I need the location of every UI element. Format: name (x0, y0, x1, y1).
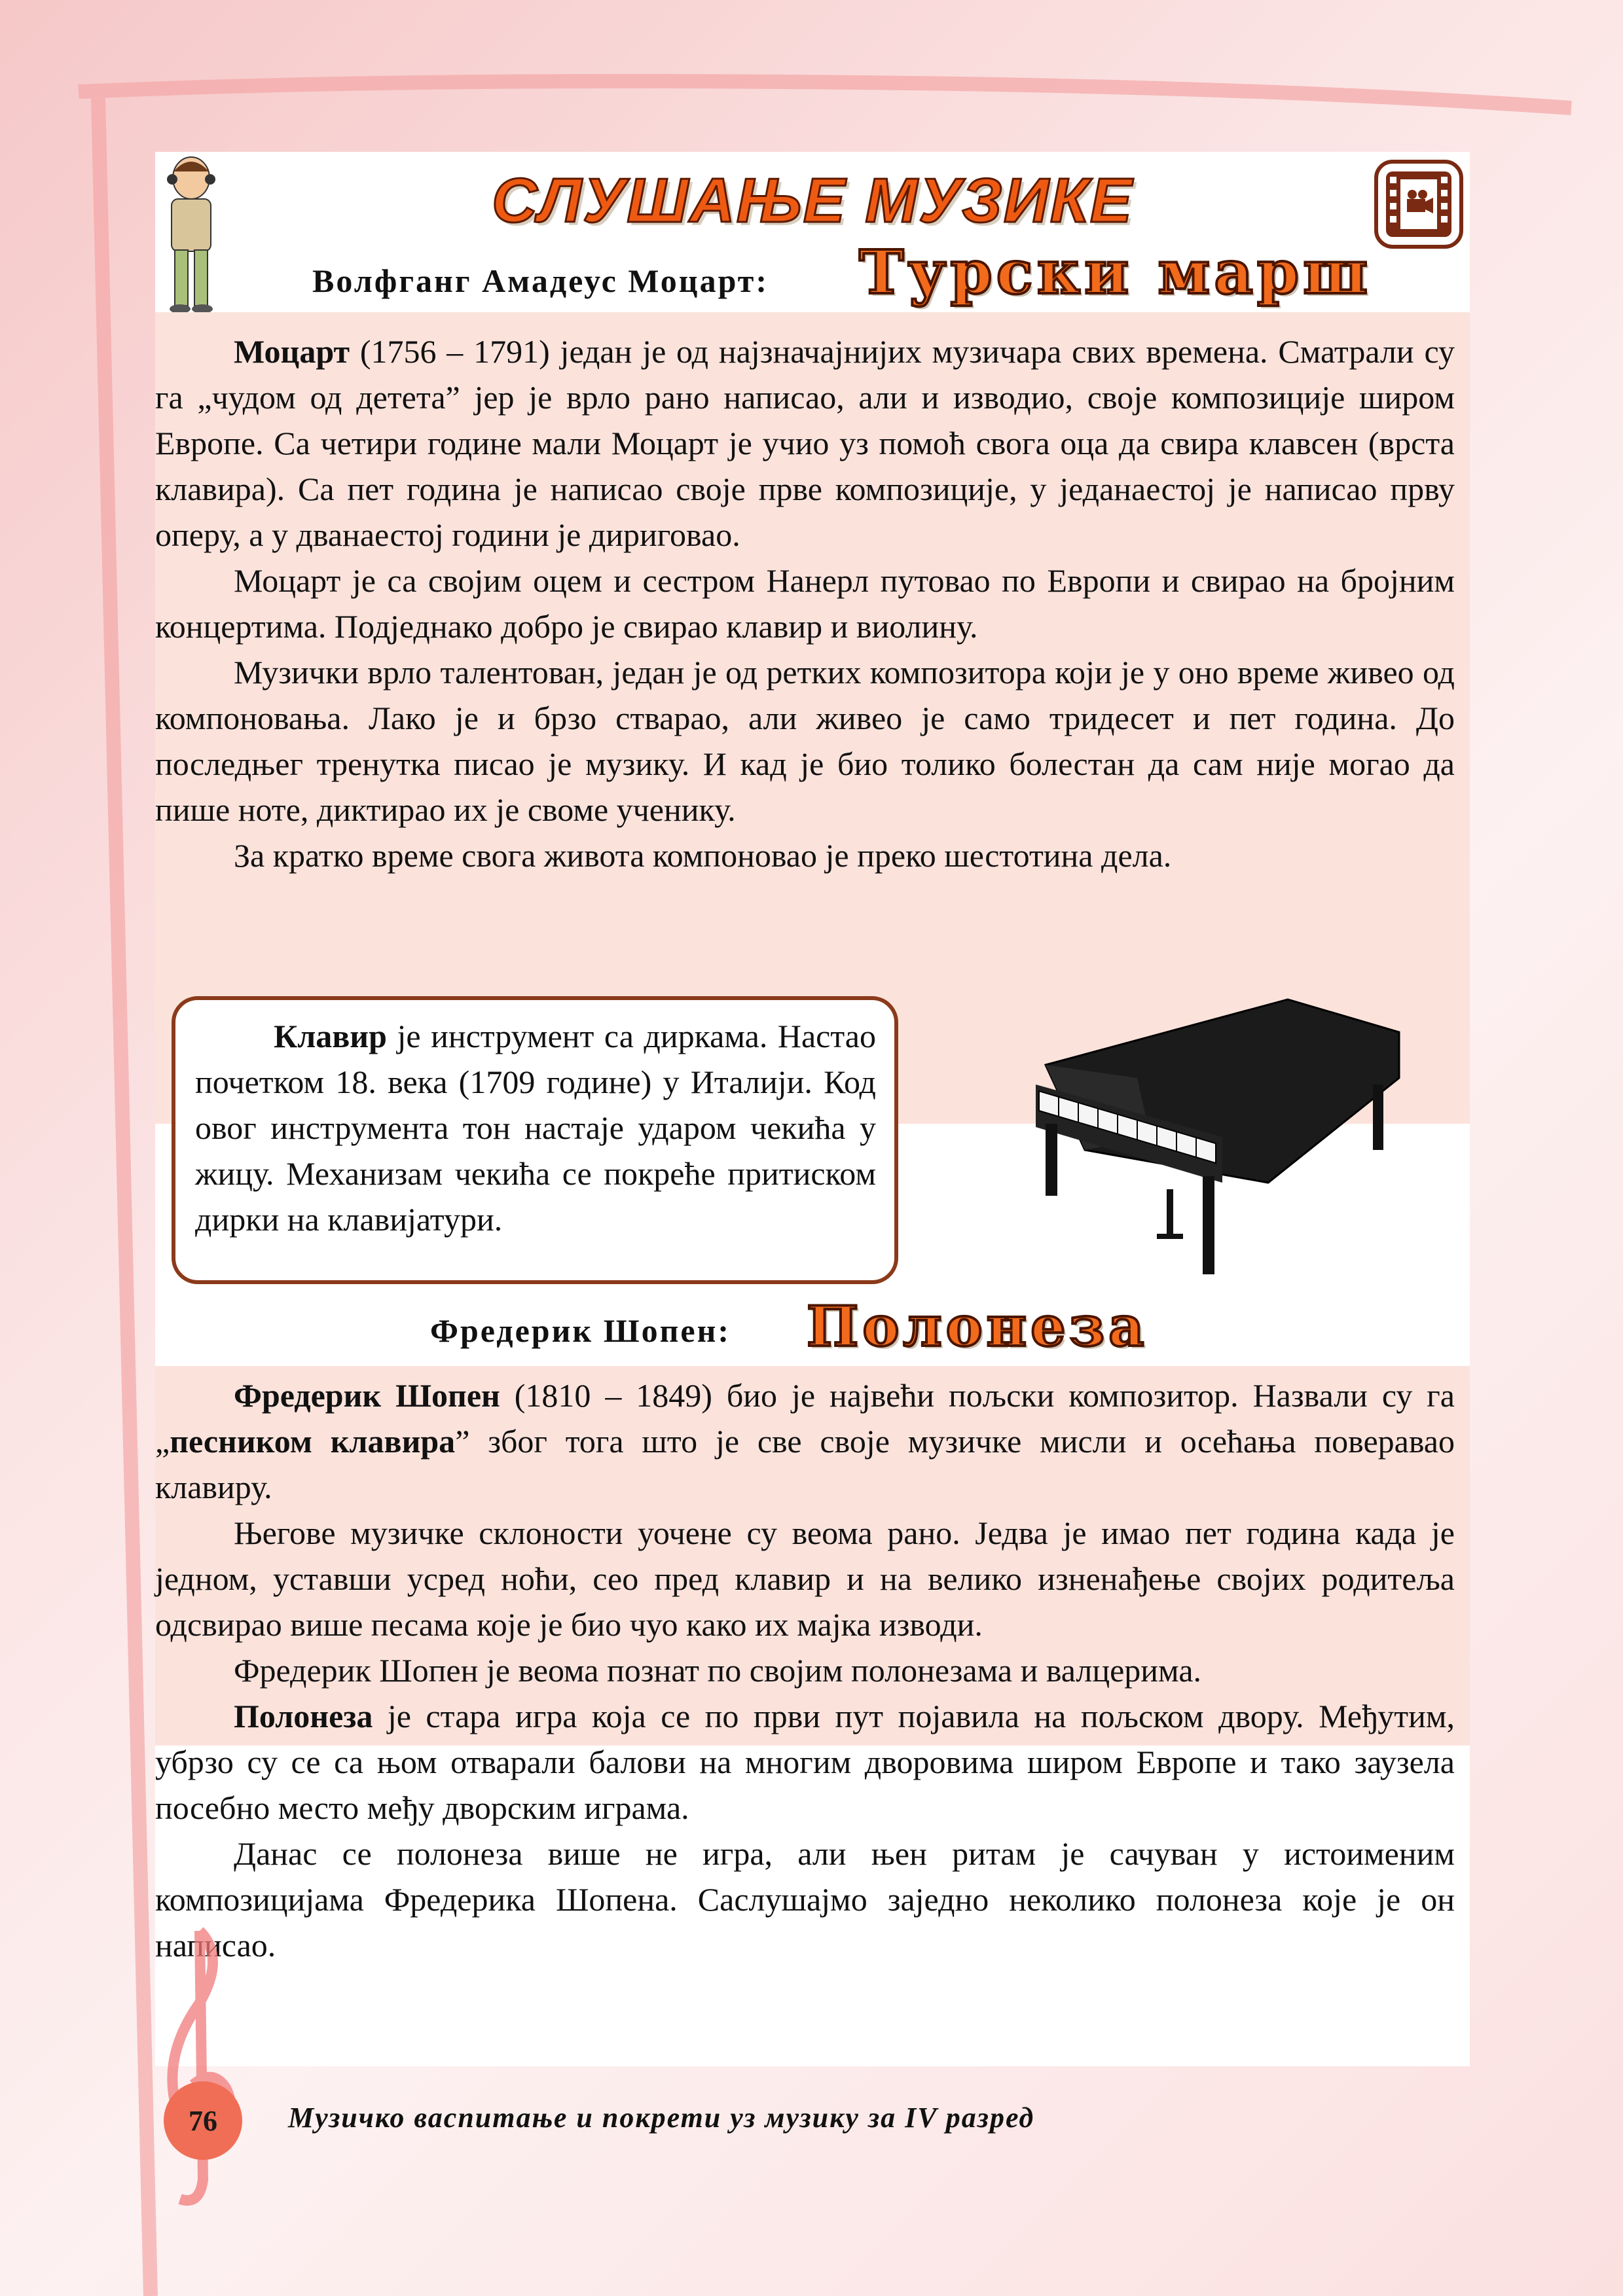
piano-info-text: је инструмент са диркама. Настао почетком 18. века (1709 године) у Италији. Код овог инструмента тон настаје ударом чекића у жицу. Механизам чекића се покреће притиском дирки на клавијатури. (195, 1018, 876, 1238)
piano-info-box (172, 996, 898, 1284)
polonaise-term-bold: Полонеза (234, 1698, 373, 1734)
polonaise-paragraph-1-text: је стара игра која се по први пут појавила на пољском двору. Међутим, убрзо су се са њом отварали балови на многим дворовима широм Европе и тако заузела посебно место међу дворским играма. (155, 1698, 1455, 1826)
chopin-paragraph-1-text-a: (1810 – 1849) био је највећи пољски композитор. Назвали су га „ (155, 1377, 1455, 1460)
work-title-turkish-march: Турски марш (859, 237, 1372, 308)
polonaise-paragraph-2: Данас се полонеза више не игра, али њен ритам је сачуван у истоименим композицијама Фредерика Шопена. Саслушајмо заједно неколико полонеза које је он написао. (155, 1835, 1455, 1964)
chopin-paragraph-2: Његове музичке склоности уочене су веома рано. Једва је имао пет година када је једном, уставши усред ноћи, сео пред клавир и на велико изненађење својих родитеља одсвирао више песама које је био чуо како их мајка изводи. (155, 1515, 1455, 1643)
chopin-paragraph-1 (155, 1372, 1455, 1510)
mozart-paragraph-2: Моцарт је са својим оцем и сестром Нанерл путовао по Европи и свирао на бројним концертима. Подједнако добро је свирао клавир и виолину. (155, 562, 1455, 645)
mozart-paragraph-4: За кратко време свога живота компоновао је преко шестотина дела. (234, 837, 1172, 874)
film-reel-icon (1373, 158, 1465, 250)
page-number: 76 (164, 2081, 242, 2160)
composer-mozart-label: Волфганг Амадеус Моцарт: (312, 262, 769, 299)
mozart-paragraph-3: Музички врло талентован, један је од ретких композитора који је у оно време живео од компоновања. Лако је и брзо стварао, али живео је само тридесет и пет година. До последњег тренутка писао је музику. И кад је био толико болестан да сам није могао да пише ноте, диктирао их је своме ученику. (155, 654, 1455, 828)
piano-term-bold: Клавир (274, 1018, 387, 1054)
work-title-polonaise: Полонеза (807, 1294, 1148, 1359)
composer-chopin-label: Фредерик Шопен: (430, 1312, 731, 1349)
mozart-name-bold: Моцарт (234, 333, 350, 370)
chopin-paragraph-1-text-b: ” због тога што је све своје музичке мисли и осећања поверавао клавиру. (155, 1423, 1455, 1505)
treble-clef-icon (147, 1918, 252, 2225)
poet-of-piano-bold: песником клавира (170, 1423, 456, 1460)
mozart-paragraph-1-text: (1756 – 1791) један је од најзначајнијих музичара свих времена. Сматрали су га „чудом од детета” јер је врло рано написао, али и изводио, своје композиције широм Европе. Са четири године мали Моцарт је учио уз помоћ свога оца да свира клавсен (врста клавира). Са пет година је написао своје прве композиције, у једанаестој је написао прву оперу, а у дванаестој години је дириговао. (155, 333, 1455, 553)
mozart-text (155, 329, 1455, 878)
mozart-paragraph-1 (155, 329, 1455, 558)
chopin-text (155, 1372, 1455, 1968)
page-title: СЛУШАЊЕ МУЗИКЕ (492, 166, 1133, 236)
book-title-footer: Музичко васпитање и покрети уз музику за IV разред (288, 2102, 1035, 2134)
chopin-name-bold: Фредерик Шопен (234, 1377, 500, 1414)
grand-piano-illustration (1006, 986, 1412, 1307)
polonaise-paragraph-1 (155, 1693, 1455, 1831)
chopin-paragraph-3: Фредерик Шопен је веома познат по својим полонезама и валцерима. (234, 1652, 1202, 1689)
lesson-page (155, 152, 1470, 2066)
